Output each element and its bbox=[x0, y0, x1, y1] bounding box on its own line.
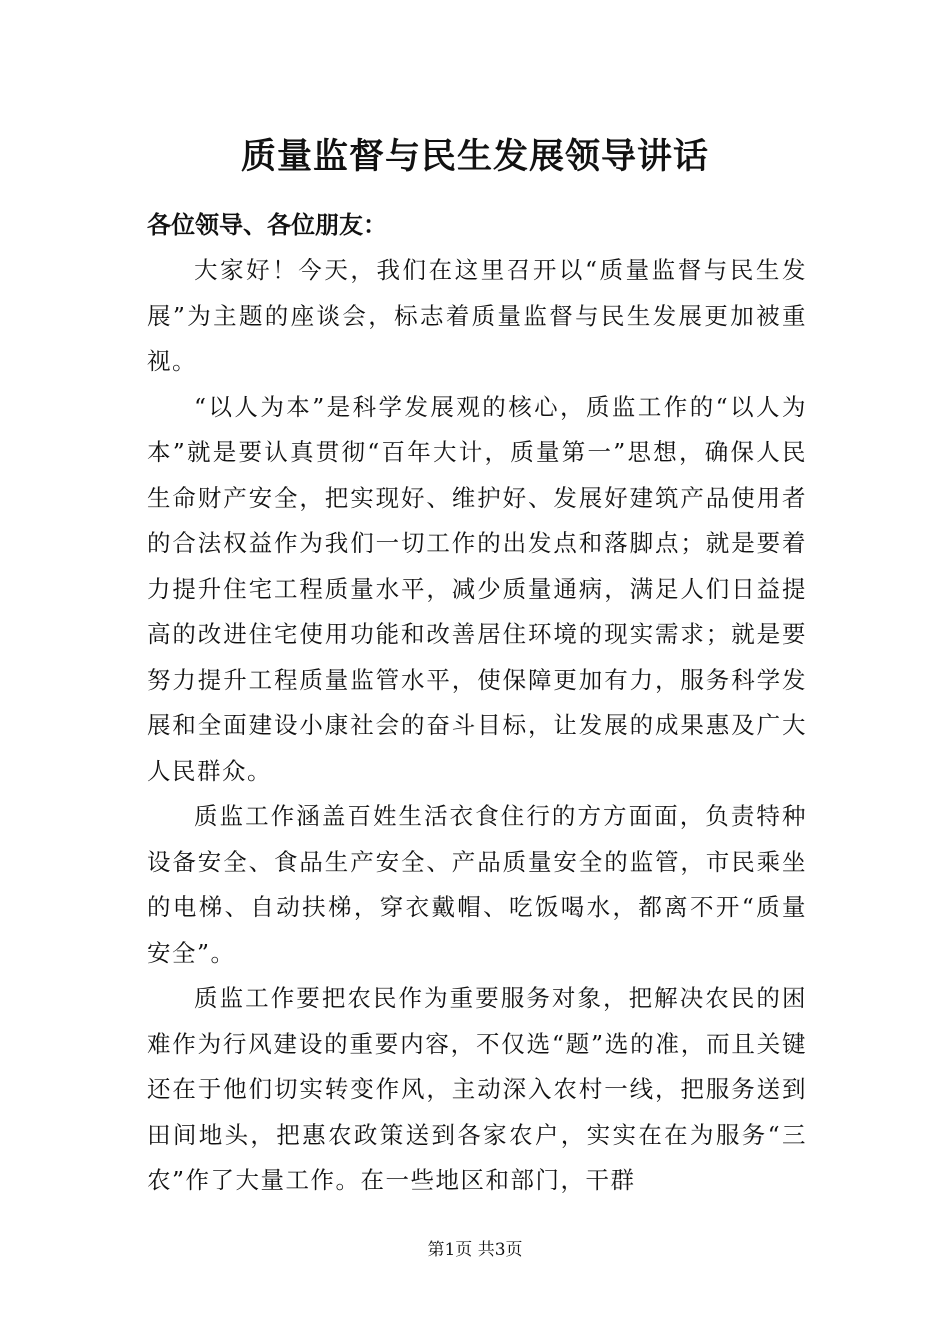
page-title: 质量监督与民生发展领导讲话 bbox=[240, 136, 709, 177]
salutation: 各位领导、各位朋友： bbox=[147, 210, 387, 239]
document-body bbox=[147, 248, 807, 1204]
paragraph: 大家好！今天，我们在这里召开以“质量监督与民生发展”为主题的座谈会，标志着质量监督与民生发展更加被重视。 bbox=[147, 256, 807, 375]
page-footer: 第1页 共3页 bbox=[427, 1240, 523, 1260]
paragraph: 质监工作要把农民作为重要服务对象，把解决农民的困难作为行风建设的重要内容，不仅选“题”选的准，而且关键还在于他们切实转变作风，主动深入农村一线，把服务送到田间地头，把惠农政策送到各家农户，实实在在为服务“三农”作了大量工作。在一些地区和部门，干群 bbox=[147, 984, 807, 1194]
paragraph: 质监工作涵盖百姓生活衣食住行的方方面面，负责特种设备安全、食品生产安全、产品质量安全的监管，市民乘坐的电梯、自动扶梯，穿衣戴帽、吃饭喝水，都离不开“质量安全”。 bbox=[147, 802, 807, 967]
paragraph: “以人为本”是科学发展观的核心，质监工作的“以人为本”就是要认真贯彻“百年大计，质量第一”思想，确保人民生命财产安全，把实现好、维护好、发展好建筑产品使用者的合法权益作为我们一切工作的出发点和落脚点；就是要着力提升住宅工程质量水平，减少质量通病，满足人们日益提高的改进住宅使用功能和改善居住环境的现实需求；就是要努力提升工程质量监管水平，使保障更加有力，服务科学发展和全面建设小康社会的奋斗目标，让发展的成果惠及广大人民群众。 bbox=[147, 392, 807, 785]
